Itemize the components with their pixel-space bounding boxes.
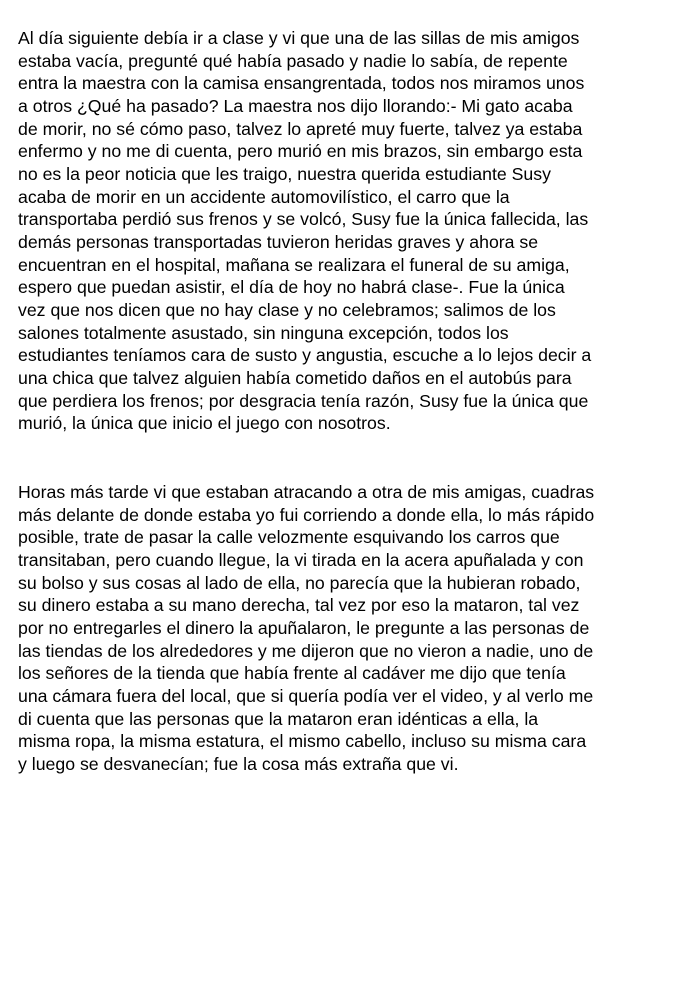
text-line: Al día siguiente debía ir a clase y vi que una de las sillas de mis amigos — [18, 28, 580, 48]
text-line: una chica que talvez alguien había cometido daños en el autobús para — [18, 367, 572, 388]
text-line: y luego se desvanecían; fue la cosa más extraña que vi. — [18, 753, 459, 774]
text-line: una cámara fuera del local, que si quería podía ver el video, y al verlo me — [18, 685, 594, 706]
text-line: estudiantes teníamos cara de susto y angustia, escuche a lo lejos decir a — [18, 345, 592, 366]
text-line: por no entregarles el dinero la apuñalaron, le pregunte a las personas de — [18, 617, 590, 638]
text-line: estaba vacía, pregunté qué había pasado y nadie lo sabía, de repente — [18, 50, 568, 71]
text-line: posible, trate de pasar la calle velozmente esquivando los carros que — [18, 527, 560, 548]
text-line: vez que nos dicen que no hay clase y no celebramos; salimos de los — [18, 299, 556, 320]
text-line: misma ropa, la misma estatura, el mismo cabello, incluso su misma cara — [18, 731, 587, 752]
text-line: encuentran en el hospital, mañana se realizara el funeral de su amiga, — [18, 254, 570, 275]
text-line: de morir, no sé cómo paso, talvez lo apreté muy fuerte, talvez ya estaba — [18, 118, 583, 139]
text-line: los señores de la tienda que había frente al cadáver me dijo que tenía — [18, 663, 566, 684]
text-line: su dinero estaba a su mano derecha, tal vez por eso la mataron, tal vez — [18, 595, 580, 616]
paragraph-1 — [18, 27, 694, 435]
text-line: di cuenta que las personas que la mataron eran idénticas a ella, la — [18, 708, 539, 729]
text-line: transportaba perdió sus frenos y se volcó, Susy fue la única fallecida, las — [18, 209, 589, 230]
text-line: espero que puedan asistir, el día de hoy no habrá clase-. Fue la única — [18, 277, 565, 298]
text-line: a otros ¿Qué ha pasado? La maestra nos dijo llorando:- Mi gato acaba — [18, 95, 573, 116]
text-line: su bolso y sus cosas al lado de ella, no parecía que la hubieran robado, — [18, 572, 581, 593]
paragraph-2 — [18, 481, 694, 776]
text-line: acaba de morir en un accidente automovilístico, el carro que la — [18, 186, 510, 207]
text-line: demás personas transportadas tuvieron heridas graves y ahora se — [18, 231, 539, 252]
text-line: Horas más tarde vi que estaban atracando a otra de mis amigas, cuadras — [18, 482, 595, 502]
text-line: no es la peor noticia que les traigo, nuestra querida estudiante Susy — [18, 163, 551, 184]
text-line: salones totalmente asustado, sin ninguna excepción, todos los — [18, 322, 509, 343]
text-line: murió, la única que inicio el juego con nosotros. — [18, 413, 391, 434]
text-line: las tiendas de los alrededores y me dijeron que no vieron a nadie, uno de — [18, 640, 594, 661]
text-line: entra la maestra con la camisa ensangrentada, todos nos miramos unos — [18, 73, 585, 94]
text-line: enfermo y no me di cuenta, pero murió en mis brazos, sin embargo esta — [18, 141, 583, 162]
text-line: más delante de donde estaba yo fui corriendo a donde ella, lo más rápido — [18, 504, 595, 525]
text-line: que perdiera los frenos; por desgracia tenía razón, Susy fue la única que — [18, 390, 589, 411]
text-line: transitaban, pero cuando llegue, la vi tirada en la acera apuñalada y con — [18, 549, 584, 570]
